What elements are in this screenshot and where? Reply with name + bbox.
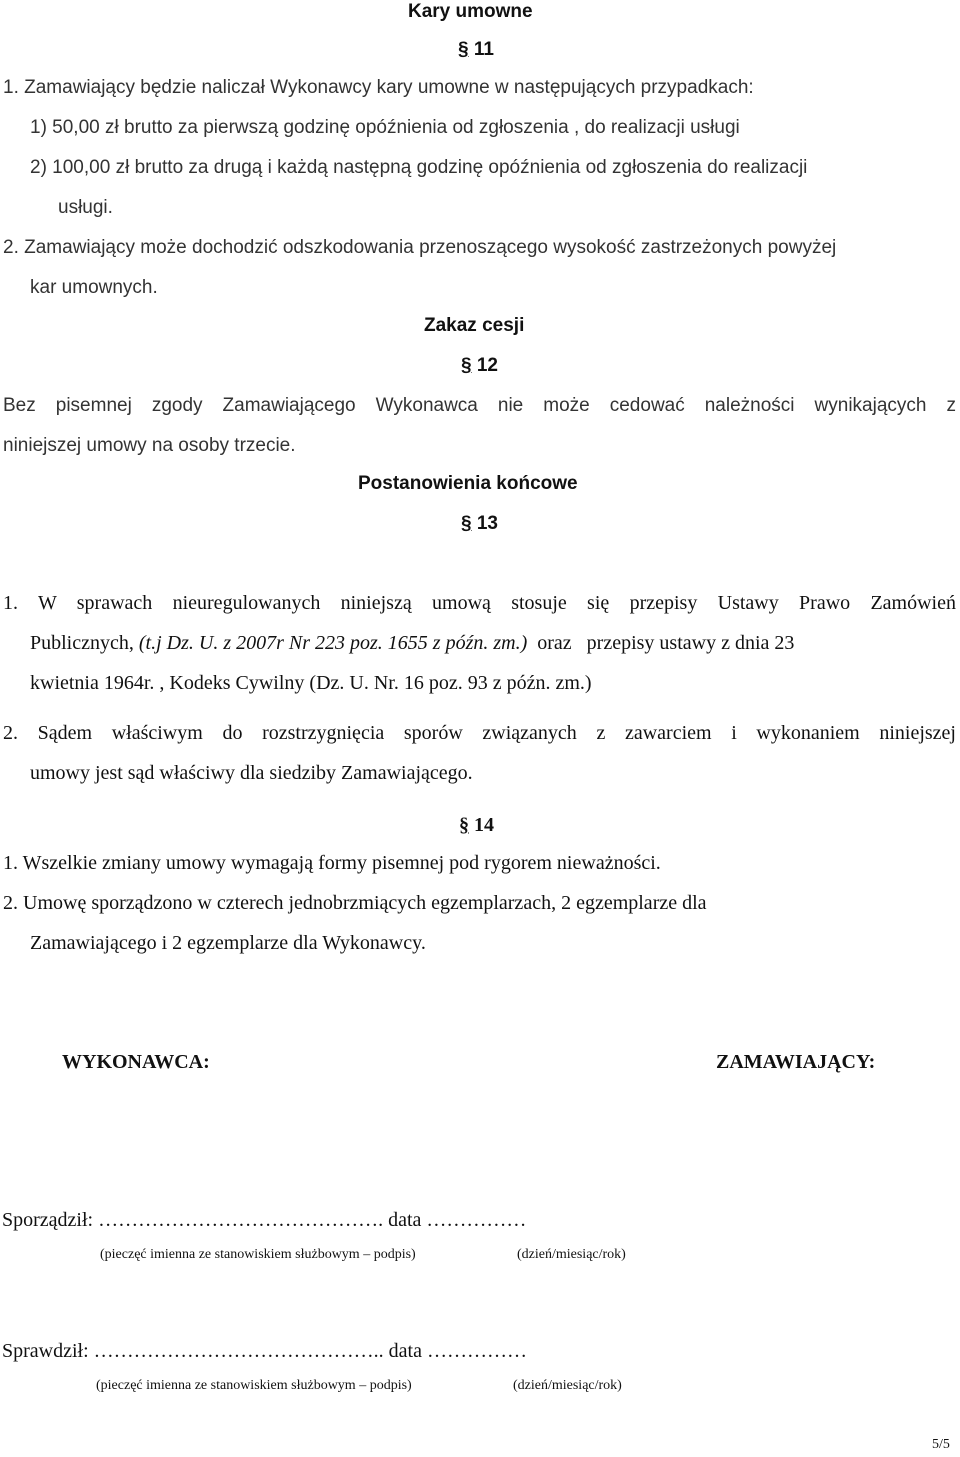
section-symbol: § (461, 513, 472, 534)
checked-by-label: Sprawdził: (2, 1340, 94, 1362)
heading-zakaz-cesji: Zakaz cesji (424, 315, 525, 336)
section-number: 14 (474, 814, 494, 836)
s11-paragraph-2-line-1: 2. Zamawiający może dochodzić odszkodowania przenoszącego wysokość zastrzeżonych powyżej (3, 237, 837, 258)
s11-paragraph-1: 1. Zamawiający będzie naliczał Wykonawcy kary umowne w następujących przypadkach: (3, 77, 754, 98)
prepared-by-line (2, 1208, 526, 1232)
s11-paragraph-2-line-2: kar umownych. (30, 277, 158, 298)
s11-item-2-line-1: 2) 100,00 zł brutto za drugą i każdą następną godzinę opóźnienia od zgłoszenia do realizacji (30, 157, 808, 178)
prepared-caption-signature: (pieczęć imienna ze stanowiskiem służbowym – podpis) (100, 1247, 416, 1262)
s13-paragraph-2-line-2: umowy jest sąd właściwy dla siedziby Zamawiającego. (30, 762, 473, 784)
checked-caption-signature: (pieczęć imienna ze stanowiskiem służbowym – podpis) (96, 1378, 412, 1393)
checked-caption-date: (dzień/miesiąc/rok) (513, 1378, 622, 1393)
s13-paragraph-2-line-1: 2. Sądem właściwym do rozstrzygnięcia sporów związanych z zawarciem i wykonaniem niniejszej (3, 722, 956, 744)
checked-by-dots: …………………………………….. (93, 1340, 384, 1362)
s12-paragraph-line-1: Bez pisemnej zgody Zamawiającego Wykonawca nie może cedować należności wynikających z (3, 395, 956, 416)
s13-paragraph-1-line-1: 1. W sprawach nieuregulowanych niniejszą umową stosuje się przepisy Ustawy Prawo Zamówień (3, 592, 956, 614)
section-number-14 (459, 813, 494, 837)
law-continuation: oraz przepisy ustawy z dnia 23 (527, 632, 795, 654)
page-number: 5/5 (932, 1437, 950, 1452)
section-symbol: § (459, 814, 469, 836)
section-number-11 (458, 38, 494, 62)
signature-client-label: ZAMAWIAJĄCY: (716, 1051, 876, 1073)
prepared-by-dots: ……………………………………. (98, 1209, 384, 1231)
law-name: Publicznych, (30, 632, 139, 654)
s11-item-2-line-2: usługi. (58, 197, 113, 218)
heading-kary-umowne: Kary umowne (408, 1, 533, 22)
prepared-date-label: data (383, 1209, 427, 1231)
signature-contractor-label: WYKONAWCA: (62, 1051, 210, 1073)
section-number-13 (461, 512, 498, 536)
s12-paragraph-line-2: niniejszej umowy na osoby trzecie. (3, 435, 296, 456)
s14-paragraph-1: 1. Wszelkie zmiany umowy wymagają formy pisemnej pod rygorem nieważności. (3, 852, 661, 874)
s13-paragraph-1-line-3: kwietnia 1964r. , Kodeks Cywilny (Dz. U. Nr. 16 poz. 93 z późn. zm.) (30, 672, 592, 694)
heading-postanowienia-koncowe: Postanowienia końcowe (358, 473, 578, 494)
section-symbol: § (458, 39, 469, 60)
prepared-caption-date: (dzień/miesiąc/rok) (517, 1247, 626, 1262)
checked-date-label: data (383, 1340, 427, 1362)
s11-item-1: 1) 50,00 zł brutto za pierwszą godzinę opóźnienia od zgłoszenia , do realizacji usługi (30, 117, 740, 138)
prepared-by-label: Sporządził: (2, 1209, 99, 1231)
s14-paragraph-2-line-2: Zamawiającego i 2 egzemplarze dla Wykonawcy. (30, 932, 426, 954)
prepared-date-dots: …………… (426, 1209, 527, 1231)
section-number: 12 (476, 355, 498, 376)
checked-by-line (2, 1339, 527, 1363)
law-citation: (t.j Dz. U. z 2007r Nr 223 poz. 1655 z późn. zm.) (138, 632, 528, 654)
section-number-12 (461, 354, 498, 378)
s14-paragraph-2-line-1: 2. Umowę sporządzono w czterech jednobrzmiących egzemplarzach, 2 egzemplarze dla (3, 892, 707, 914)
s13-paragraph-1-line-2 (30, 631, 794, 655)
section-number: 13 (476, 513, 498, 534)
checked-date-dots: …………… (426, 1340, 527, 1362)
section-symbol: § (461, 355, 472, 376)
section-number: 11 (473, 39, 494, 60)
